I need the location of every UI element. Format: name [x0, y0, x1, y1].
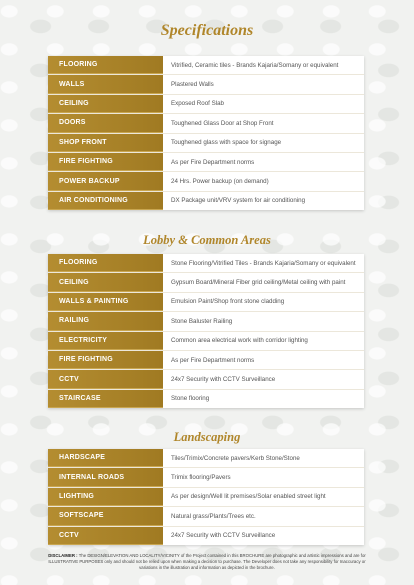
spec-value: Toughened glass with space for signage: [171, 139, 282, 147]
spec-value: Gypsum Board/Mineral Fiber grid ceiling/Metal ceiling with paint: [171, 279, 346, 287]
spec-value: Toughened Glass Door at Shop Front: [171, 119, 274, 127]
spec-row: [48, 153, 364, 172]
spec-row: [48, 370, 364, 389]
spec-row: [48, 312, 364, 331]
specifications-table: [48, 56, 364, 210]
spec-row: [48, 332, 364, 351]
spec-label: FLOORING: [48, 254, 163, 272]
spec-row: [48, 192, 364, 210]
spec-row: [48, 507, 364, 526]
spec-label: HARDSCAPE: [48, 449, 163, 467]
spec-row: [48, 75, 364, 94]
spec-label: SOFTSCAPE: [48, 507, 163, 525]
spec-value: As per design/Well lit premises/Solar enabled street light: [171, 493, 326, 501]
spec-value: Stone Flooring/Vitrified Tiles - Brands Kajaria/Somany or equivalent: [171, 259, 356, 267]
specifications-title: Specifications: [160, 22, 254, 39]
spec-row: [48, 468, 364, 487]
spec-label: CEILING: [48, 273, 163, 291]
spec-value: 24x7 Security with CCTV Surveillance: [171, 376, 276, 384]
spec-row: [48, 95, 364, 114]
spec-label: DOORS: [48, 114, 163, 132]
spec-value: 24x7 Security with CCTV Surveillance: [171, 532, 276, 540]
spec-row: [48, 293, 364, 312]
spec-row: [48, 56, 364, 75]
spec-label: LIGHTING: [48, 488, 163, 506]
spec-label: STAIRCASE: [48, 390, 163, 408]
spec-row: [48, 114, 364, 133]
spec-label: POWER BACKUP: [48, 172, 163, 190]
spec-value: As per Fire Department norms: [171, 158, 255, 166]
spec-label: INTERNAL ROADS: [48, 468, 163, 486]
disclaimer-heading: DISCLAIMER :: [48, 553, 78, 558]
spec-label: CCTV: [48, 370, 163, 388]
spec-value: 24 Hrs. Power backup (on demand): [171, 178, 269, 186]
disclaimer: [48, 553, 366, 571]
spec-row: [48, 390, 364, 408]
spec-row: [48, 134, 364, 153]
spec-label: CCTV: [48, 527, 163, 545]
spec-label: AIR CONDITIONING: [48, 192, 163, 210]
spec-label: WALLS: [48, 75, 163, 93]
spec-label: CEILING: [48, 95, 163, 113]
spec-value: Exposed Roof Slab: [171, 100, 224, 108]
spec-row: [48, 351, 364, 370]
spec-label: FLOORING: [48, 56, 163, 74]
spec-value: Stone flooring: [171, 395, 210, 403]
lobby-table: [48, 254, 364, 408]
landscaping-title: Landscaping: [173, 430, 241, 444]
spec-value: DX Package unit/VRV system for air conditioning: [171, 197, 306, 205]
spec-row: [48, 254, 364, 273]
spec-value: Common area electrical work with corridor lighting: [171, 337, 308, 345]
spec-value: Stone Baluster Railing: [171, 317, 233, 325]
spec-value: Plastered Walls: [171, 81, 214, 89]
lobby-title: Lobby & Common Areas: [143, 233, 271, 247]
spec-value: Trimix flooring/Pavers: [171, 474, 231, 482]
spec-value: Vitrified, Ceramic tiles - Brands Kajaria/Somany or equivalent: [171, 61, 339, 69]
disclaimer-text: The DESIGN/ELEVATION AND LOCALITY/VICINITY of the Project contained in this BROCHURE are photographic and artistic impressions and are for ILLUSTRATIVE PURPOSES only and should not be relied upon when making a decision to purchase. The Developer does not take any responsibility for Inaccuracy or variations in the illustration and information as depicted in the brochure.: [48, 553, 366, 570]
spec-row: [48, 527, 364, 545]
spec-label: FIRE FIGHTING: [48, 153, 163, 171]
spec-label: ELECTRICITY: [48, 332, 163, 350]
spec-row: [48, 273, 364, 292]
spec-value: Tiles/Trimix/Concrete pavers/Kerb Stone/Stone: [171, 454, 300, 462]
spec-label: WALLS & PAINTING: [48, 293, 163, 311]
spec-row: [48, 172, 364, 191]
spec-row: [48, 488, 364, 507]
spec-value: Natural grass/Plants/Trees etc.: [171, 512, 256, 520]
spec-value: Emulsion Paint/Shop front stone cladding: [171, 298, 285, 306]
spec-row: [48, 449, 364, 468]
spec-label: SHOP FRONT: [48, 134, 163, 152]
landscaping-table: [48, 449, 364, 545]
spec-label: RAILING: [48, 312, 163, 330]
spec-value: As per Fire Department norms: [171, 356, 255, 364]
spec-label: FIRE FIGHTING: [48, 351, 163, 369]
